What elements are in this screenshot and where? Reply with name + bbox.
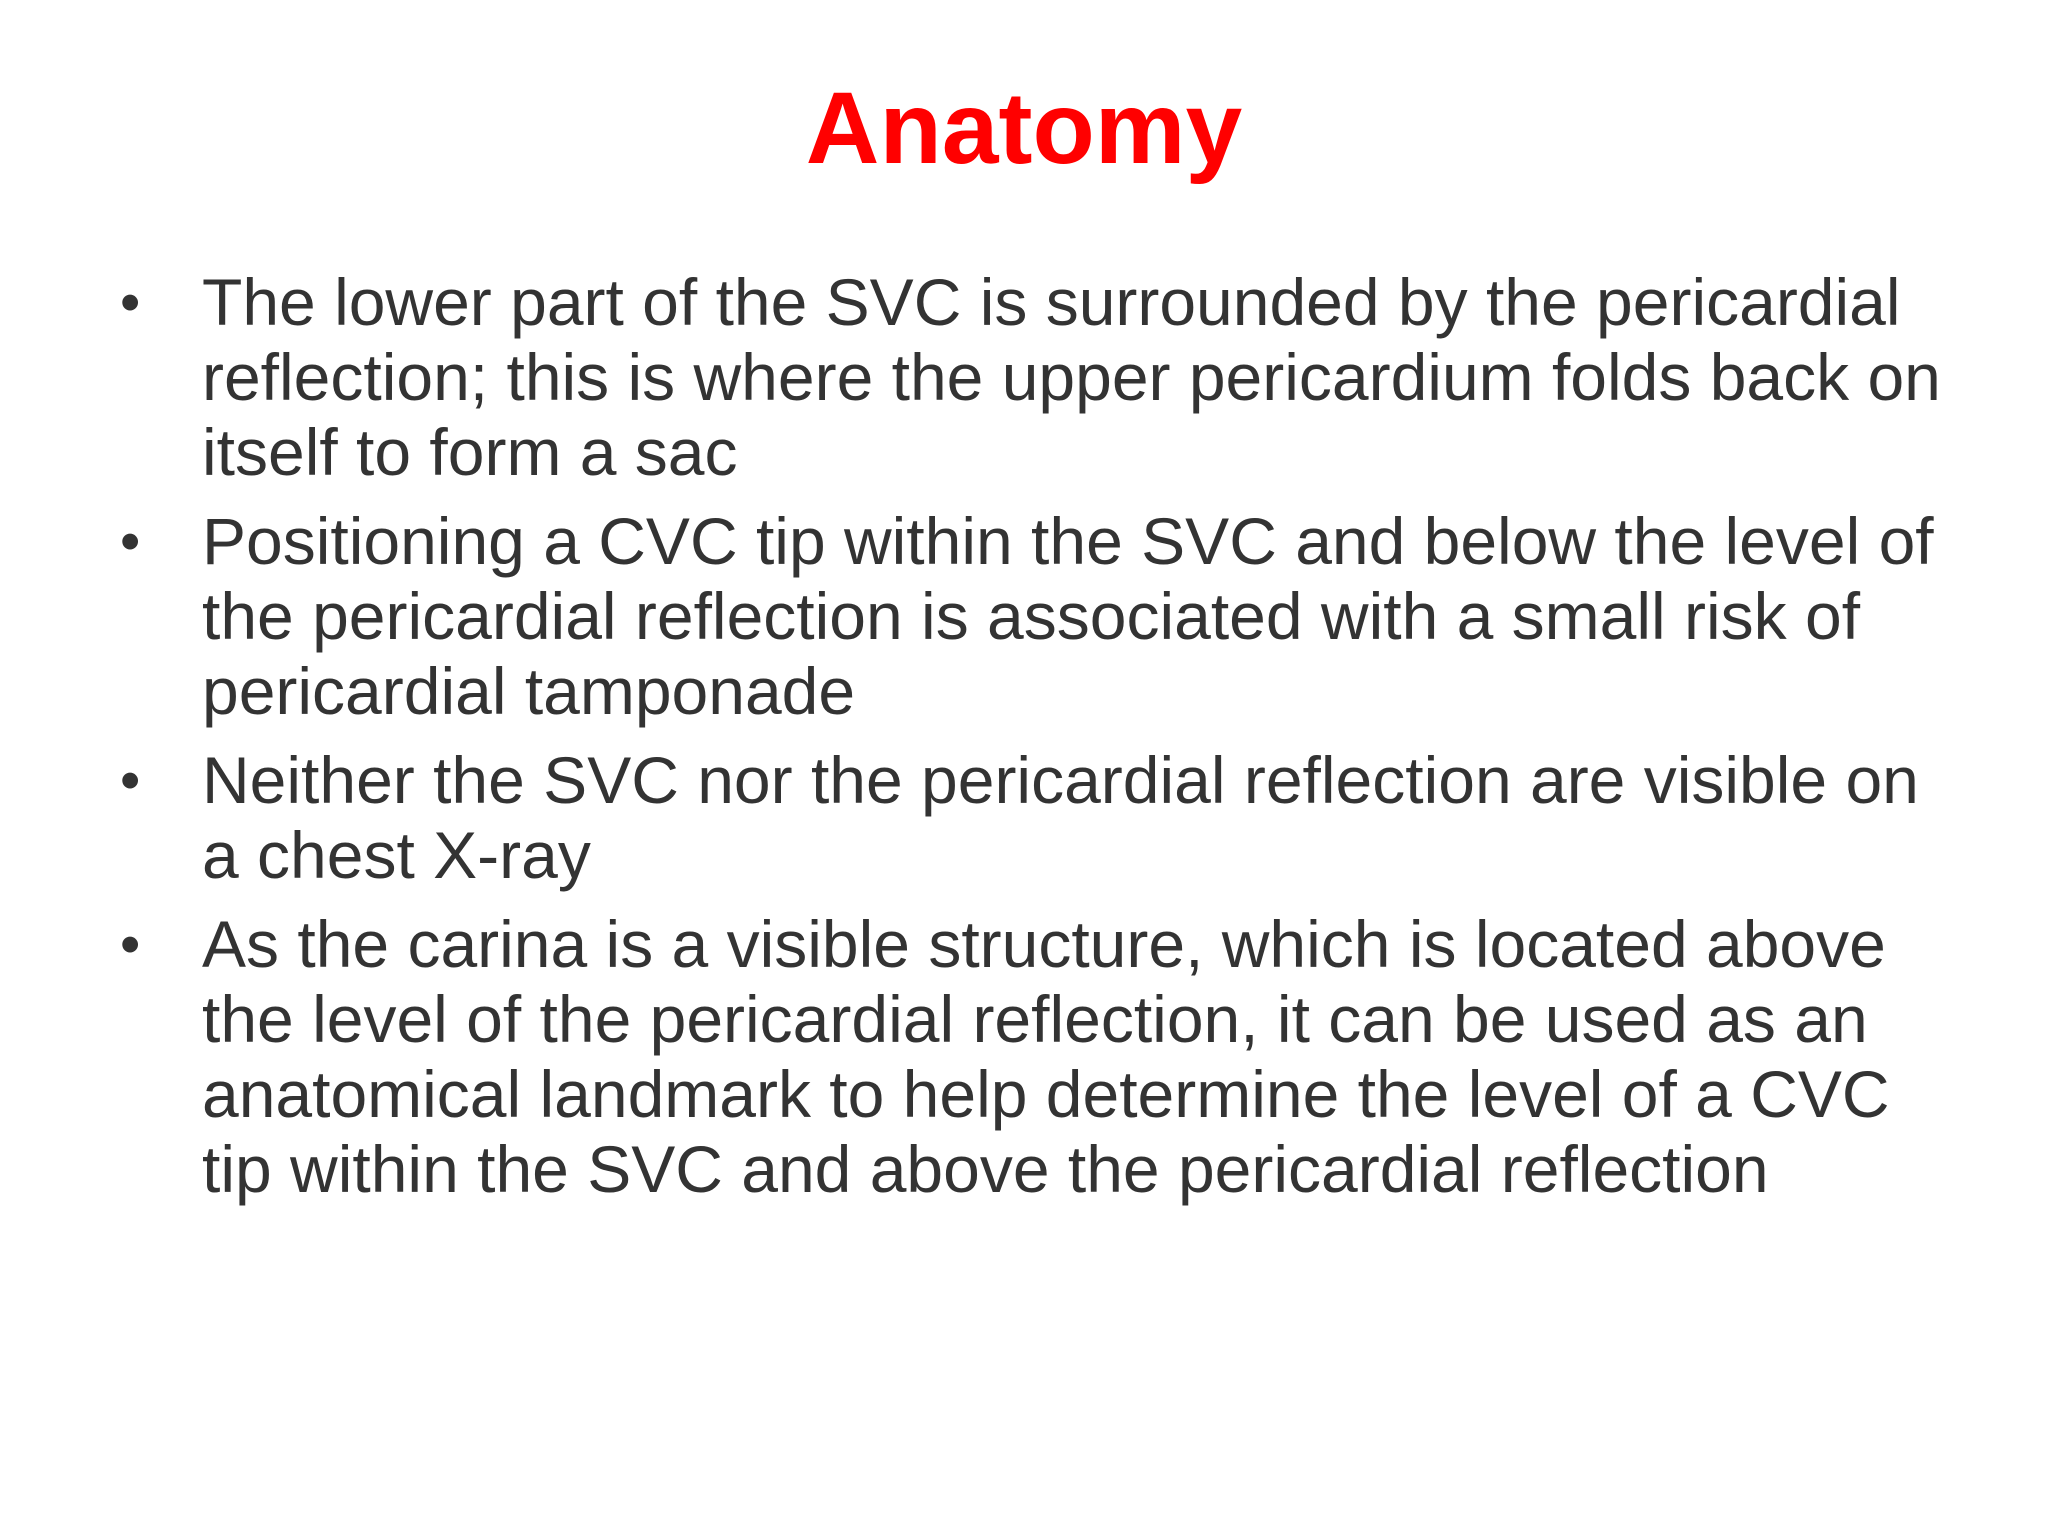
bullet-text: Neither the SVC nor the pericardial reflection are visible on a chest X-ray: [202, 743, 1919, 892]
bullet-text: Positioning a CVC tip within the SVC and below the level of the pericardial reflection is associated with a small risk of pericardial tamponade: [202, 504, 1934, 728]
bullet-item: [120, 743, 1970, 893]
bullet-item: [120, 265, 1970, 490]
bullet-item: [120, 907, 1970, 1207]
bullet-dot-icon: •: [120, 912, 141, 977]
bullet-dot-icon: •: [120, 509, 141, 574]
bullet-item: [120, 504, 1970, 729]
bullet-dot-icon: •: [120, 270, 141, 335]
bullet-dot-icon: •: [120, 748, 141, 813]
bullet-list: [120, 265, 1970, 1221]
bullet-text: As the carina is a visible structure, which is located above the level of the pericardial reflection, it can be used as an anatomical landmark to help determine the level of a CVC tip within the SVC and above the pericardial reflection: [202, 907, 1890, 1206]
bullet-text: The lower part of the SVC is surrounded by the pericardial reflection; this is where the upper pericardium folds back on itself to form a sac: [202, 265, 1941, 489]
slide-title: Anatomy: [805, 71, 1243, 185]
